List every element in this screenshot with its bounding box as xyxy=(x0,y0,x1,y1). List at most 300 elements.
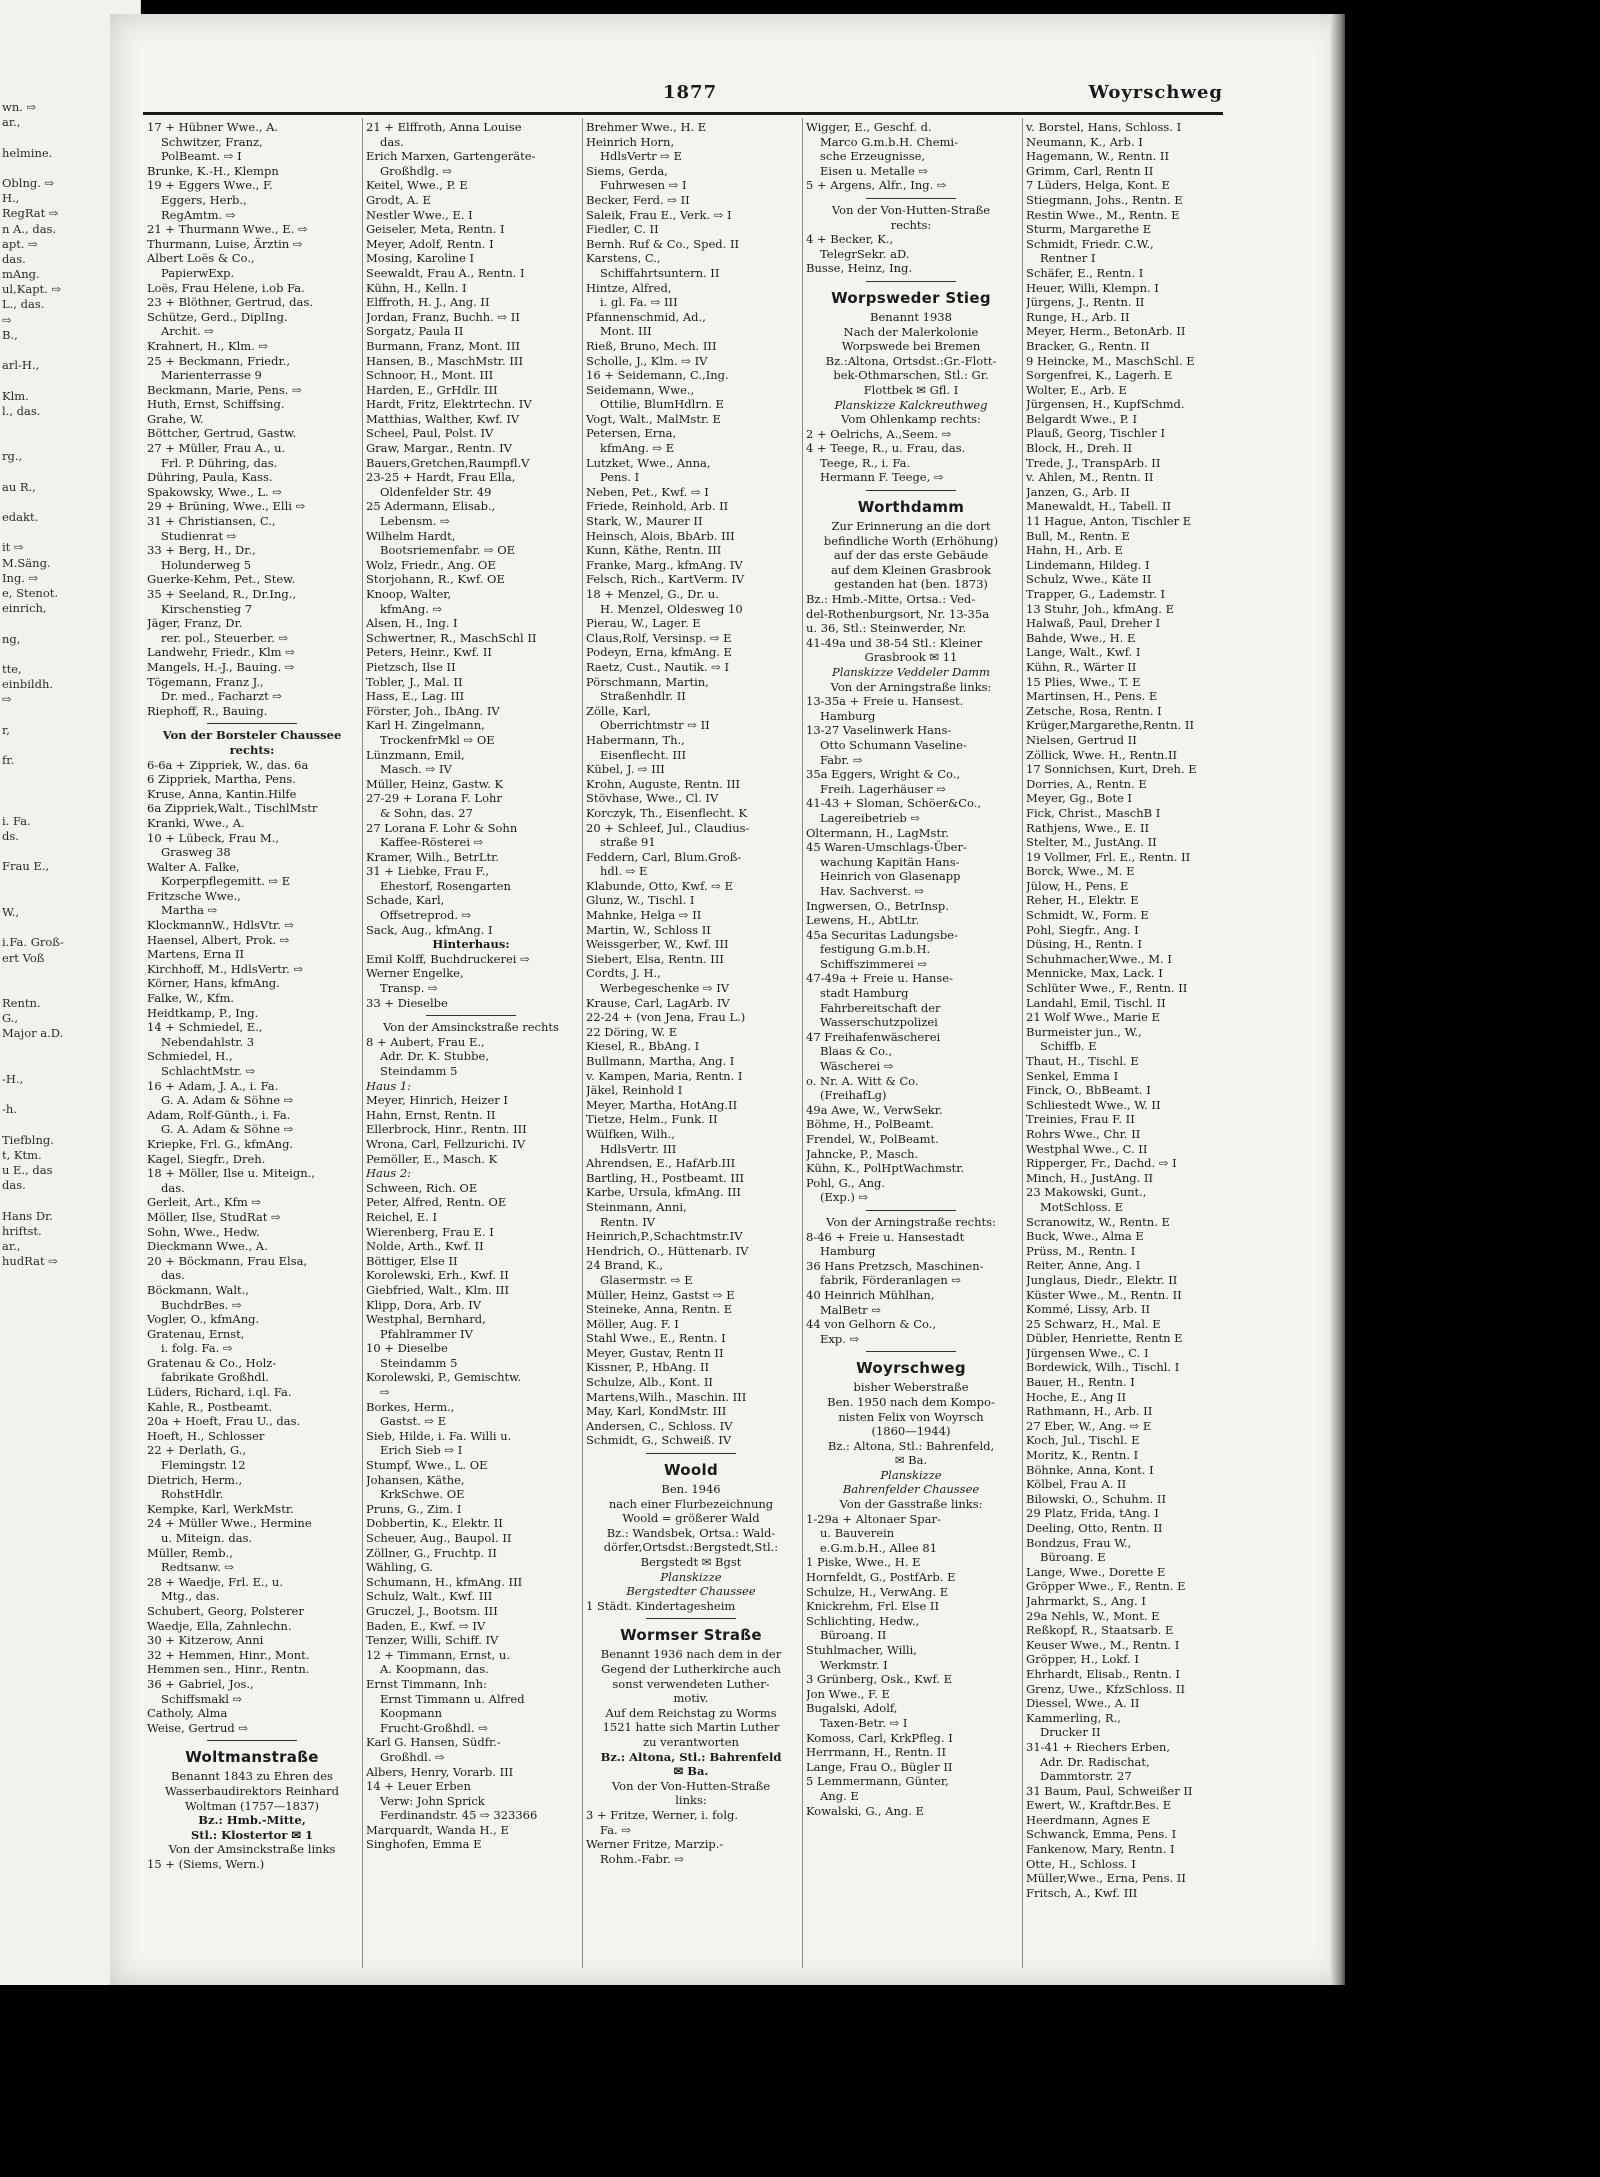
directory-entry: sche Erzeugnisse, xyxy=(820,149,926,164)
directory-entry: 25 Schwarz, H., Mal. E xyxy=(1026,1316,1161,1331)
column-4 xyxy=(806,120,1016,1818)
directory-entry: Loës, Frau Helene, i.ob Fa. xyxy=(147,280,305,295)
directory-entry: 21 Wolf Wwe., Marie E xyxy=(1026,1010,1160,1025)
directory-entry: Glasermstr. ⇨ E xyxy=(600,1272,693,1287)
directory-entry: Seidemann, Wwe., xyxy=(586,382,695,397)
directory-entry: Flemingstr. 12 xyxy=(161,1458,246,1473)
directory-entry: Kübel, J. ⇨ III xyxy=(586,762,665,777)
directory-entry: Lange, Frau O., Bügler II xyxy=(806,1759,953,1774)
directory-entry: Frl. P. Dühring, das. xyxy=(161,455,278,470)
directory-entry: Graw, Margar., Rentn. IV xyxy=(366,441,512,456)
directory-entry: ⇨ xyxy=(380,1385,390,1400)
directory-entry: Krause, Carl, LagArb. IV xyxy=(586,995,730,1010)
directory-entry: 6-6a + Zippriek, W., das. 6a xyxy=(147,757,309,772)
directory-entry: i. gl. Fa. ⇨ III xyxy=(600,295,678,310)
directory-entry: 4 + Teege, R., u. Frau, das. xyxy=(806,441,966,456)
directory-entry: 6 Zippriek, Martha, Pens. xyxy=(147,772,296,787)
street-note: Bergstedter Chaussee xyxy=(626,1584,756,1599)
directory-entry: 6a Zippriek,Walt., TischlMstr xyxy=(147,801,318,816)
directory-entry: Wrona, Carl, Fellzurichi. IV xyxy=(366,1136,526,1151)
directory-entry: o. Nr. A. Witt & Co. xyxy=(806,1073,919,1088)
margin-fragment: Frau E., xyxy=(2,859,50,874)
margin-fragment: G., xyxy=(2,1011,19,1026)
margin-fragment: W., xyxy=(2,904,20,919)
street-note: Von der Borsteler Chaussee xyxy=(162,728,342,743)
margin-fragment: Tiefblng. xyxy=(2,1132,54,1147)
directory-entry: Büroang. II xyxy=(820,1628,887,1643)
street-title: Woltmanstraße xyxy=(185,1748,319,1767)
street-note: Wasserbaudirektors Reinhard xyxy=(165,1783,339,1798)
directory-entry: 29 Platz, Frida, tAng. I xyxy=(1026,1506,1159,1521)
directory-entry: Schwertner, R., MaschSchl II xyxy=(366,630,537,645)
directory-entry: Böhnke, Anna, Kont. I xyxy=(1026,1462,1154,1477)
directory-entry: Jürgensen Wwe., C. I xyxy=(1026,1345,1149,1360)
directory-entry: Adr. Dr. Radischat, xyxy=(1040,1754,1150,1769)
directory-entry: Landwehr, Friedr., Klm ⇨ xyxy=(147,645,295,660)
directory-entry: Ottilie, BlumHdlrn. E xyxy=(600,397,724,412)
directory-entry: 27-29 + Lorana F. Lohr xyxy=(366,791,502,806)
directory-entry: das. xyxy=(161,1180,185,1195)
directory-entry: Westphal Wwe., C. II xyxy=(1026,1141,1148,1156)
directory-entry: Reher, H., Elektr. E xyxy=(1026,893,1139,908)
directory-entry: PapierwExp. xyxy=(161,265,235,280)
directory-entry: Korczyk, Th., Eisenflecht. K xyxy=(586,805,748,820)
directory-entry: Kölbel, Frau A. II xyxy=(1026,1477,1127,1492)
street-note: Von der Von-Hutten-Straße xyxy=(611,1778,771,1793)
directory-entry: Eggers, Herb., xyxy=(161,192,247,207)
directory-entry: Sohn, Wwe., Hedw. xyxy=(147,1224,260,1239)
street-note: Gegend der Lutherkirche auch xyxy=(601,1661,781,1676)
street-note: Von der Amsinckstraße links xyxy=(168,1842,336,1857)
directory-entry: Schwitzer, Franz, xyxy=(161,134,263,149)
directory-entry: Wolz, Friedr., Ang. OE xyxy=(366,557,496,572)
margin-fragment: ⇨ xyxy=(2,312,12,327)
directory-entry: Hoeft, H., Schlosser xyxy=(147,1428,265,1443)
margin-fragment: i. Fa. xyxy=(2,813,31,828)
directory-entry: Martens,Wilh., Maschin. III xyxy=(586,1389,747,1404)
directory-entry: Kissner, P., HbAng. II xyxy=(586,1360,710,1375)
directory-entry: Gröpper, H., Lokf. I xyxy=(1026,1652,1139,1667)
directory-entry: Treinies, Frau F. II xyxy=(1026,1112,1135,1127)
directory-entry: Dietrich, Herm., xyxy=(147,1472,243,1487)
directory-entry: 21 + Elffroth, Anna Louise xyxy=(366,120,522,134)
margin-fragment: mAng. xyxy=(2,267,40,282)
directory-entry: Straßenhdlr. II xyxy=(600,689,686,704)
street-note: dörfer,Ortsdst.:Bergstedt,Stl.: xyxy=(603,1540,779,1555)
directory-entry: Krahnert, H., Klm. ⇨ xyxy=(147,338,269,353)
directory-entry: Brunke, K.-H., Klempn xyxy=(147,163,279,178)
directory-entry: Hamburg xyxy=(820,708,876,723)
directory-entry: Weissgerber, W., Kwf. III xyxy=(586,937,729,952)
directory-entry: Studienrat ⇨ xyxy=(161,528,237,543)
directory-entry: Adr. Dr. K. Stubbe, xyxy=(380,1049,489,1064)
margin-fragment: Major a.D. xyxy=(2,1026,64,1041)
directory-entry: Junglaus, Diedr., Elektr. II xyxy=(1026,1272,1178,1287)
margin-fragment: u E., das xyxy=(2,1163,53,1178)
directory-entry: Manewaldt, H., Tabell. II xyxy=(1026,499,1172,514)
scan-right-border xyxy=(1345,0,1600,2177)
directory-entry: Werner Fritze, Marzip.- xyxy=(586,1837,724,1852)
section-separator xyxy=(806,193,1016,203)
column-divider xyxy=(582,118,583,1968)
directory-entry: 21 + Thurmann Wwe., E. ⇨ xyxy=(147,222,308,237)
directory-entry: Glunz, W., Tischl. I xyxy=(586,893,695,908)
directory-entry: RegAmtm. ⇨ xyxy=(161,207,236,222)
directory-entry: Mahnke, Helga ⇨ II xyxy=(586,908,702,923)
directory-entry: Otte, H., Schloss. I xyxy=(1026,1856,1136,1871)
directory-entry: Werbegeschenke ⇨ IV xyxy=(600,981,730,996)
directory-entry: Bahde, Wwe., H. E xyxy=(1026,630,1136,645)
directory-entry: Knoop, Walter, xyxy=(366,587,452,601)
directory-entry: Sack, Aug., kfmAng. I xyxy=(366,922,493,937)
directory-entry: Tietze, Helm., Funk. II xyxy=(586,1112,718,1127)
directory-entry: Tenzer, Willi, Schiff. IV xyxy=(366,1633,499,1648)
directory-entry: Hardt, Fritz, Elektrtechn. IV xyxy=(366,397,532,412)
directory-entry: Belgardt Wwe., P. I xyxy=(1026,411,1137,426)
directory-entry: Ahrendsen, E., HafArb.III xyxy=(586,1156,736,1171)
directory-entry: Lange, Wwe., Dorette E xyxy=(1026,1564,1166,1579)
margin-fragment: hudRat ⇨ xyxy=(2,1254,58,1269)
directory-entry: Heinrich Horn, xyxy=(586,134,675,149)
directory-entry: 28 + Waedje, Frl. E., u. xyxy=(147,1574,283,1589)
directory-entry: TrockenfrMkl ⇨ OE xyxy=(380,732,495,747)
margin-fragment: rg., xyxy=(2,449,23,464)
directory-entry: fabrik, Förderanlagen ⇨ xyxy=(820,1273,962,1288)
directory-entry: Rathjens, Wwe., E. II xyxy=(1026,820,1150,835)
directory-entry: Gratenau & Co., Holz- xyxy=(147,1355,277,1370)
directory-entry: 36 Hans Pretzsch, Maschinen- xyxy=(806,1258,984,1273)
street-note: sonst verwendeten Luther- xyxy=(612,1676,770,1691)
directory-entry: Wasserschutzpolizei xyxy=(820,1015,938,1030)
street-note: Von der Gasstraße links: xyxy=(839,1497,983,1512)
directory-entry: Schulze, Alb., Kont. II xyxy=(586,1375,713,1390)
directory-entry: Jäkel, Reinhold I xyxy=(586,1083,683,1098)
directory-entry: Schubert, Georg, Polsterer xyxy=(147,1603,304,1618)
directory-entry: Hermann F. Teege, ⇨ xyxy=(820,470,944,485)
directory-entry: Block, H., Dreh. II xyxy=(1026,441,1133,456)
directory-entry: 41-49a und 38-54 Stl.: Kleiner xyxy=(806,635,983,650)
directory-entry: Nielsen, Gertrud II xyxy=(1026,732,1137,747)
directory-entry: Ewert, W., Kraftdr.Bes. E xyxy=(1026,1798,1172,1813)
margin-fragment: n A., das. xyxy=(2,221,57,236)
directory-entry: 1-29a + Altonaer Spar- xyxy=(806,1511,941,1526)
directory-entry: Reiter, Anne, Ang. I xyxy=(1026,1258,1141,1273)
directory-entry: Pohl, Siegfr., Ang. I xyxy=(1026,922,1139,937)
directory-entry: Janzen, G., Arb. II xyxy=(1026,484,1130,499)
directory-entry: Karl G. Hansen, Südfr.- xyxy=(366,1735,501,1750)
margin-fragment: ar., xyxy=(2,1239,21,1254)
directory-entry: Cordts, J. H., xyxy=(586,966,661,981)
directory-entry: Bauers,Gretchen,Raumpfl.V xyxy=(366,455,530,470)
directory-entry: Siems, Gerda, xyxy=(586,163,668,178)
directory-entry: Kagel, Siegfr., Dreh. xyxy=(147,1151,266,1166)
street-note: Planskizze xyxy=(660,1569,722,1584)
directory-entry: Erich Marxen, Gartengeräte- xyxy=(366,149,536,164)
directory-entry: Bordewick, Wilh., Tischl. I xyxy=(1026,1360,1180,1375)
directory-entry: Schäfer, E., Rentn. I xyxy=(1026,265,1144,280)
directory-entry: PolBeamt. ⇨ I xyxy=(161,149,242,164)
directory-entry: Schmidt, G., Schweiß. IV xyxy=(586,1433,732,1448)
directory-entry: Weise, Gertrud ⇨ xyxy=(147,1720,249,1735)
street-note: Benannt 1843 zu Ehren des xyxy=(171,1769,333,1784)
directory-entry: Müller, Heinz, Gastw. K xyxy=(366,776,504,791)
directory-entry: Dammtorstr. 27 xyxy=(1040,1769,1132,1784)
directory-entry: Johansen, Käthe, xyxy=(366,1472,465,1487)
directory-entry: Borkes, Herm., xyxy=(366,1399,455,1414)
directory-entry: Siebert, Elsa, Rentn. III xyxy=(586,951,724,966)
directory-entry: Burmann, Franz, Mont. III xyxy=(366,338,521,353)
directory-entry: Westphal, Bernhard, xyxy=(366,1312,486,1327)
directory-entry: stadt Hamburg xyxy=(820,986,909,1001)
directory-entry: Albers, Henry, Vorarb. III xyxy=(366,1764,514,1779)
directory-entry: 25 + Beckmann, Friedr., xyxy=(147,353,290,368)
street-note: links: xyxy=(675,1793,707,1808)
margin-fragment: H., xyxy=(2,191,20,206)
directory-entry: Ellerbrock, Hinr., Rentn. III xyxy=(366,1122,527,1137)
street-note: Bergstedt ✉ Bgst xyxy=(640,1555,742,1569)
directory-entry: Großhdl. ⇨ xyxy=(380,1749,445,1764)
street-note: Von der Arningstraße links: xyxy=(830,679,992,694)
directory-entry: Feddern, Carl, Blum.Groß- xyxy=(586,849,742,864)
directory-entry: Walter A. Falke, xyxy=(147,859,240,874)
directory-entry: Wigger, E., Geschf. d. xyxy=(806,120,932,134)
directory-entry: Scheel, Paul, Polst. IV xyxy=(366,426,494,441)
directory-entry: Korperpflegemitt. ⇨ E xyxy=(161,874,291,889)
directory-entry: Storjohann, R., Kwf. OE xyxy=(366,572,505,587)
directory-entry: 33 + Dieselbe xyxy=(366,995,448,1010)
directory-entry: 41-43 + Sloman, Schöer&Co., xyxy=(806,796,982,811)
directory-entry: Jahncke, P., Masch. xyxy=(806,1146,919,1161)
directory-entry: Grimm, Carl, Rentn II xyxy=(1026,163,1154,178)
directory-entry: KrkSchwe. OE xyxy=(380,1487,465,1502)
directory-entry: Werkmstr. I xyxy=(820,1657,888,1672)
directory-entry: kfmAng. ⇨ xyxy=(380,601,443,616)
directory-entry: Haus 2: xyxy=(366,1166,412,1181)
directory-entry: Koopmann xyxy=(380,1706,443,1721)
margin-fragment: apt. ⇨ xyxy=(2,236,38,251)
directory-entry: Ehrhardt, Elisab., Rentn. I xyxy=(1026,1666,1180,1681)
margin-fragment: i.Fa. Groß- xyxy=(2,935,64,950)
directory-entry: Kunn, Käthe, Rentn. III xyxy=(586,543,722,558)
directory-entry: Lindemann, Hildeg. I xyxy=(1026,557,1150,572)
directory-entry: Gruczel, J., Bootsm. III xyxy=(366,1603,498,1618)
street-note: Nach der Malerkolonie xyxy=(843,324,979,339)
directory-entry: 27 Eber, W., Ang. ⇨ E xyxy=(1026,1418,1152,1433)
directory-entry: Dr. med., Facharzt ⇨ xyxy=(161,689,283,704)
directory-entry: MotSchloss. E xyxy=(1040,1199,1124,1214)
directory-entry: Emil Kolff, Buchdruckerei ⇨ xyxy=(366,951,530,966)
margin-fragment: das. xyxy=(2,1178,26,1193)
directory-entry: Ernst Timmann u. Alfred xyxy=(380,1691,525,1706)
directory-entry: Pruns, G., Zim. I xyxy=(366,1501,462,1516)
directory-entry: 15 Plies, Wwe., T. E xyxy=(1026,674,1141,689)
directory-entry: Wähling, G. xyxy=(366,1560,433,1575)
directory-entry: Martens, Erna II xyxy=(147,947,245,962)
directory-entry: Halwaß, Paul, Dreher I xyxy=(1026,616,1161,631)
directory-entry: 27 Lorana F. Lohr & Sohn xyxy=(366,820,518,835)
directory-entry: Schnoor, H., Mont. III xyxy=(366,368,494,383)
margin-fragment: arl-H., xyxy=(2,358,40,373)
directory-entry: Schween, Rich. OE xyxy=(366,1180,478,1195)
directory-entry: Keitel, Wwe., P. E xyxy=(366,178,468,193)
directory-entry: 30 + Kitzerow, Anni xyxy=(147,1633,264,1648)
directory-entry: Mtg., das. xyxy=(161,1589,220,1604)
directory-entry: May, Karl, KondMstr. III xyxy=(586,1404,727,1419)
directory-entry: Hav. Sachverst. ⇨ xyxy=(820,883,925,898)
street-note: Ben. 1950 nach dem Kompo- xyxy=(827,1394,995,1409)
street-note: bek-Othmarschen, Stl.: Gr. xyxy=(833,368,989,383)
directory-entry: Meyer, Herm., BetonArb. II xyxy=(1026,324,1186,339)
directory-entry: Rohm.-Fabr. ⇨ xyxy=(600,1851,685,1866)
directory-entry: Gerleit, Art., Kfm ⇨ xyxy=(147,1195,262,1210)
directory-entry: Thaut, H., Tischl. E xyxy=(1026,1054,1139,1068)
directory-entry: Petersen, Erna, xyxy=(586,426,677,441)
directory-entry: Böhme, H., PolBeamt. xyxy=(806,1117,934,1132)
street-note: Bahrenfelder Chaussee xyxy=(842,1482,980,1497)
directory-entry: G. A. Adam & Söhne ⇨ xyxy=(161,1093,294,1108)
directory-entry: Schmiedel, H., xyxy=(147,1049,233,1064)
directory-entry: & Sohn, das. 27 xyxy=(380,805,473,820)
directory-entry: Bugalski, Adolf, xyxy=(806,1701,898,1716)
street-note: Von der Arningstraße rechts: xyxy=(826,1214,996,1229)
directory-entry: Herrmann, H., Rentn. II xyxy=(806,1745,947,1760)
directory-entry: 35 + Seeland, R., Dr.Ing., xyxy=(147,587,297,601)
directory-entry: Meyer, Hinrich, Heizer I xyxy=(366,1093,508,1108)
directory-entry: Steindamm 5 xyxy=(380,1355,458,1370)
directory-entry: Lewens, H., AbtLtr. xyxy=(806,913,920,928)
directory-entry: Krohn, Auguste, Rentn. III xyxy=(586,776,741,791)
directory-entry: Mont. III xyxy=(600,324,652,339)
directory-entry: Verw: John Sprick xyxy=(380,1793,485,1808)
directory-entry: 47-49a + Freie u. Hanse- xyxy=(806,971,953,986)
directory-entry: Bartling, H., Postbeamt. III xyxy=(586,1170,745,1185)
directory-entry: Bilowski, O., Schuhm. II xyxy=(1026,1491,1166,1506)
margin-fragment: Oblng. ⇨ xyxy=(2,175,55,190)
directory-entry: Schlüter Wwe., F., Rentn. II xyxy=(1026,981,1188,996)
street-note: Flottbek ✉ Gfl. I xyxy=(863,382,959,397)
directory-entry: 35a Eggers, Wright & Co., xyxy=(806,767,961,782)
margin-fragment: hriftst. xyxy=(2,1223,42,1238)
directory-entry: Exp. ⇨ xyxy=(820,1331,860,1346)
street-title: Worpsweder Stieg xyxy=(831,288,991,307)
directory-entry: Claus,Rolf, Versinsp. ⇨ E xyxy=(586,630,732,645)
directory-entry: Busse, Heinz, Ing. xyxy=(806,261,913,276)
directory-entry: Trede, J., TranspArb. II xyxy=(1026,455,1161,470)
directory-entry: Hahn, Ernst, Rentn. II xyxy=(366,1107,496,1122)
directory-entry: i. folg. Fa. ⇨ xyxy=(161,1341,233,1356)
directory-entry: Pierau, W., Lager. E xyxy=(586,616,701,631)
directory-entry: Finck, O., BbBeamt. I xyxy=(1026,1083,1151,1098)
directory-entry: 31-41 + Riechers Erben, xyxy=(1026,1739,1171,1754)
directory-entry: Bracker, G., Rentn. II xyxy=(1026,338,1150,353)
section-separator xyxy=(806,1205,1016,1215)
directory-entry: Sieb, Hilde, i. Fa. Willi u. xyxy=(366,1428,512,1443)
page-number: 1877 xyxy=(663,82,718,103)
directory-entry: 3 + Fritze, Werner, i. folg. xyxy=(586,1807,739,1822)
directory-entry: Karl H. Zingelmann, xyxy=(366,718,485,733)
margin-fragment: B., xyxy=(2,327,18,342)
margin-fragment: einrich, xyxy=(2,601,47,616)
street-note: Von der Von-Hutten-Straße xyxy=(831,202,991,217)
directory-entry: 45a Securitas Ladungsbe- xyxy=(806,927,958,942)
directory-entry: Reßkopf, R., Staatsarb. E xyxy=(1026,1623,1174,1638)
directory-entry: Schlichting, Hedw., xyxy=(806,1613,920,1628)
directory-entry: Neben, Pet., Kwf. ⇨ I xyxy=(586,484,709,499)
margin-fragment: M.Säng. xyxy=(2,555,51,570)
directory-entry: Kruse, Anna, Kantin.Hilfe xyxy=(147,786,297,801)
directory-entry: Martinsen, H., Pens. E xyxy=(1026,689,1158,704)
directory-entry: Kranki, Wwe., A. xyxy=(147,815,245,830)
directory-entry: 13-27 Vaselinwerk Hans- xyxy=(806,723,952,738)
directory-entry: v. Ahlen, M., Rentn. II xyxy=(1026,470,1154,485)
directory-entry: Wülfken, Wilh., xyxy=(586,1126,675,1141)
directory-entry: Fick, Christ., MaschB I xyxy=(1026,805,1161,820)
directory-entry: Geiseler, Meta, Rentn. I xyxy=(366,222,505,237)
directory-entry: Keuser Wwe., M., Rentn. I xyxy=(1026,1637,1180,1652)
directory-entry: Kirchhoff, M., HdlsVertr. ⇨ xyxy=(147,961,304,976)
directory-entry: Schütze, Gerd., DiplIng. xyxy=(147,309,288,324)
directory-entry: 1 Städt. Kindertagesheim xyxy=(586,1598,736,1613)
directory-entry: Fritsch, A., Kwf. III xyxy=(1026,1885,1138,1900)
section-separator xyxy=(586,1613,796,1623)
directory-entry: Jürgens, J., Rentn. II xyxy=(1026,295,1145,310)
street-title: Wormser Straße xyxy=(620,1626,762,1645)
directory-entry: Müller,Wwe., Erna, Pens. II xyxy=(1026,1871,1186,1886)
directory-entry: Plauß, Georg, Tischler I xyxy=(1026,426,1166,441)
directory-entry: 18 + Möller, Ilse u. Miteign., xyxy=(147,1166,315,1181)
directory-entry: Hass, E., Lag. III xyxy=(366,689,465,704)
directory-entry: Korolewski, Erh., Kwf. II xyxy=(366,1268,509,1283)
directory-entry: Dühring, Paula, Kass. xyxy=(147,470,273,485)
street-note: auf der das erste Gebäude xyxy=(833,548,989,563)
directory-entry: Scranowitz, W., Rentn. E xyxy=(1026,1214,1170,1229)
directory-entry: Schiffsmakl ⇨ xyxy=(161,1691,243,1706)
directory-entry: 40 Heinrich Mühlhan, xyxy=(806,1287,935,1302)
directory-entry: Frendel, W., PolBeamt. xyxy=(806,1132,939,1146)
page-header xyxy=(143,80,1223,110)
directory-entry: BuchdrBes. ⇨ xyxy=(161,1297,242,1312)
directory-entry: Deeling, Otto, Rentn. II xyxy=(1026,1521,1163,1535)
directory-entry: Fahrbereitschaft der xyxy=(820,1000,941,1015)
directory-entry: hdl. ⇨ E xyxy=(600,864,648,879)
directory-entry: Steindamm 5 xyxy=(380,1064,458,1078)
directory-entry: Vogler, O., kfmAng. xyxy=(147,1312,260,1327)
directory-entry: Kowalski, G., Ang. E xyxy=(806,1803,924,1818)
directory-entry: Müller, Heinz, Gastst ⇨ E xyxy=(586,1287,735,1302)
directory-entry: Tobler, J., Mal. II xyxy=(366,674,463,689)
directory-entry: 5 Lemmermann, Günter, xyxy=(806,1774,949,1789)
header-rule xyxy=(143,112,1223,115)
directory-entry: Steinmann, Anni, xyxy=(586,1199,687,1214)
directory-entry: Hoche, E., Ang II xyxy=(1026,1389,1127,1404)
directory-entry: Küster Wwe., M., Rentn. II xyxy=(1026,1287,1182,1302)
street-note: Bz.: Altona, Stl.: Bahrenfeld, xyxy=(827,1438,995,1453)
directory-entry: Stiegmann, Johs., Rentn. E xyxy=(1026,192,1183,207)
directory-entry: Gröpper Wwe., F., Rentn. E xyxy=(1026,1579,1186,1594)
directory-entry: Schiffb. E xyxy=(1040,1039,1097,1054)
directory-entry: Landahl, Emil, Tischl. II xyxy=(1026,995,1166,1010)
margin-fragment: Hans Dr. xyxy=(2,1208,53,1223)
directory-entry: Hahn, H., Arb. E xyxy=(1026,543,1123,558)
directory-entry: Sturm, Margarethe E xyxy=(1026,222,1152,237)
directory-entry: Rentn. IV xyxy=(600,1214,656,1229)
directory-entry: Ernst Timmann, Inh: xyxy=(366,1676,487,1691)
directory-entry: Heinrich,P.,Schachtmstr.IV xyxy=(586,1229,743,1244)
street-note: auf dem Kleinen Grasbrook xyxy=(830,562,992,577)
directory-entry: Jäger, Franz, Dr. xyxy=(147,616,243,631)
directory-entry: Kühn, H., Kelln. I xyxy=(366,280,467,295)
street-title: Woold xyxy=(664,1461,718,1480)
